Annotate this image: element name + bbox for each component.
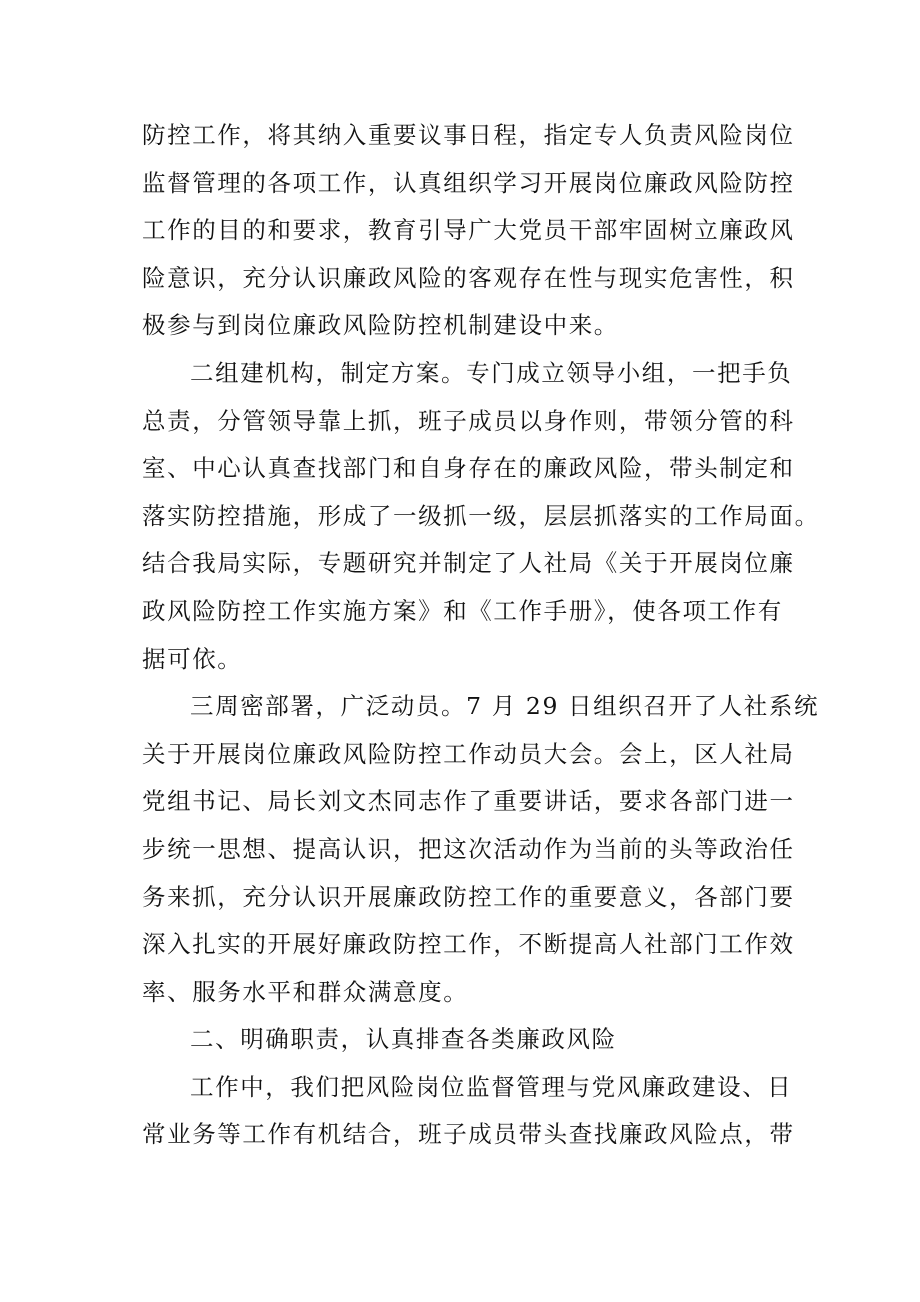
text-line: 工作中，我们把风险岗位监督管理与党风廉政建设、日 [190,1072,793,1101]
paragraph [142,1016,784,1064]
text-line: 防控工作，将其纳入重要议事日程，指定专人负责风险岗位 [142,121,795,149]
text-line: 据可依。 [142,644,243,673]
text-line: 务来抓，充分认识开展廉政防控工作的重要意义，各部门要 [142,882,795,911]
text-line: 极参与到岗位廉政风险防控机制建设中来。 [142,311,619,340]
text-line: 常业务等工作有机结合，班子成员带头查找廉政风险点，带 [142,1120,795,1149]
text-line: 政风险防控工作实施方案》和《工作手册》，使各项工作有 [142,596,783,625]
text-line: 总责，分管领导靠上抓，班子成员以身作则，带领分管的科 [142,406,795,435]
paragraph [142,683,820,1016]
text-line: 工作的目的和要求，教育引导广大党员干部牢固树立廉政风 [142,216,795,245]
text-line: 险意识，充分认识廉政风险的客观存在性与现实危害性，积 [142,263,795,292]
text-line: 党组书记、局长刘文杰同志作了重要讲话，要求各部门进一 [142,787,795,816]
paragraph [142,112,795,350]
text-line: 落实防控措施，形成了一级抓一级，层层抓落实的工作局面。 [142,501,820,530]
text-line: 率、服务水平和群众满意度。 [142,977,469,1006]
document-body [142,112,820,1159]
text-line: 监督管理的各项工作，认真组织学习开展岗位廉政风险防控 [142,168,795,197]
paragraph [142,1064,795,1159]
text-line: 步统一思想、提高认识，把这次活动作为当前的头等政治任 [142,834,795,863]
text-line: 室、中心认真查找部门和自身存在的廉政风险，带头制定和 [142,454,795,483]
text-line: 结合我局实际，专题研究并制定了人社局《关于开展岗位廉 [142,549,795,578]
text-line: 二、明确职责，认真排查各类廉政风险 [190,1025,617,1054]
text-line: 二组建机构，制定方案。专门成立领导小组，一把手负 [190,358,793,387]
text-line: 深入扎实的开展好廉政防控工作，不断提高人社部门工作效 [142,930,795,959]
text-line: 关于开展岗位廉政风险防控工作动员大会。会上，区人社局 [142,739,795,768]
text-line: 三周密部署，广泛动员。7 月 29 日组织召开了人社系统 [190,692,820,721]
paragraph [142,350,820,683]
